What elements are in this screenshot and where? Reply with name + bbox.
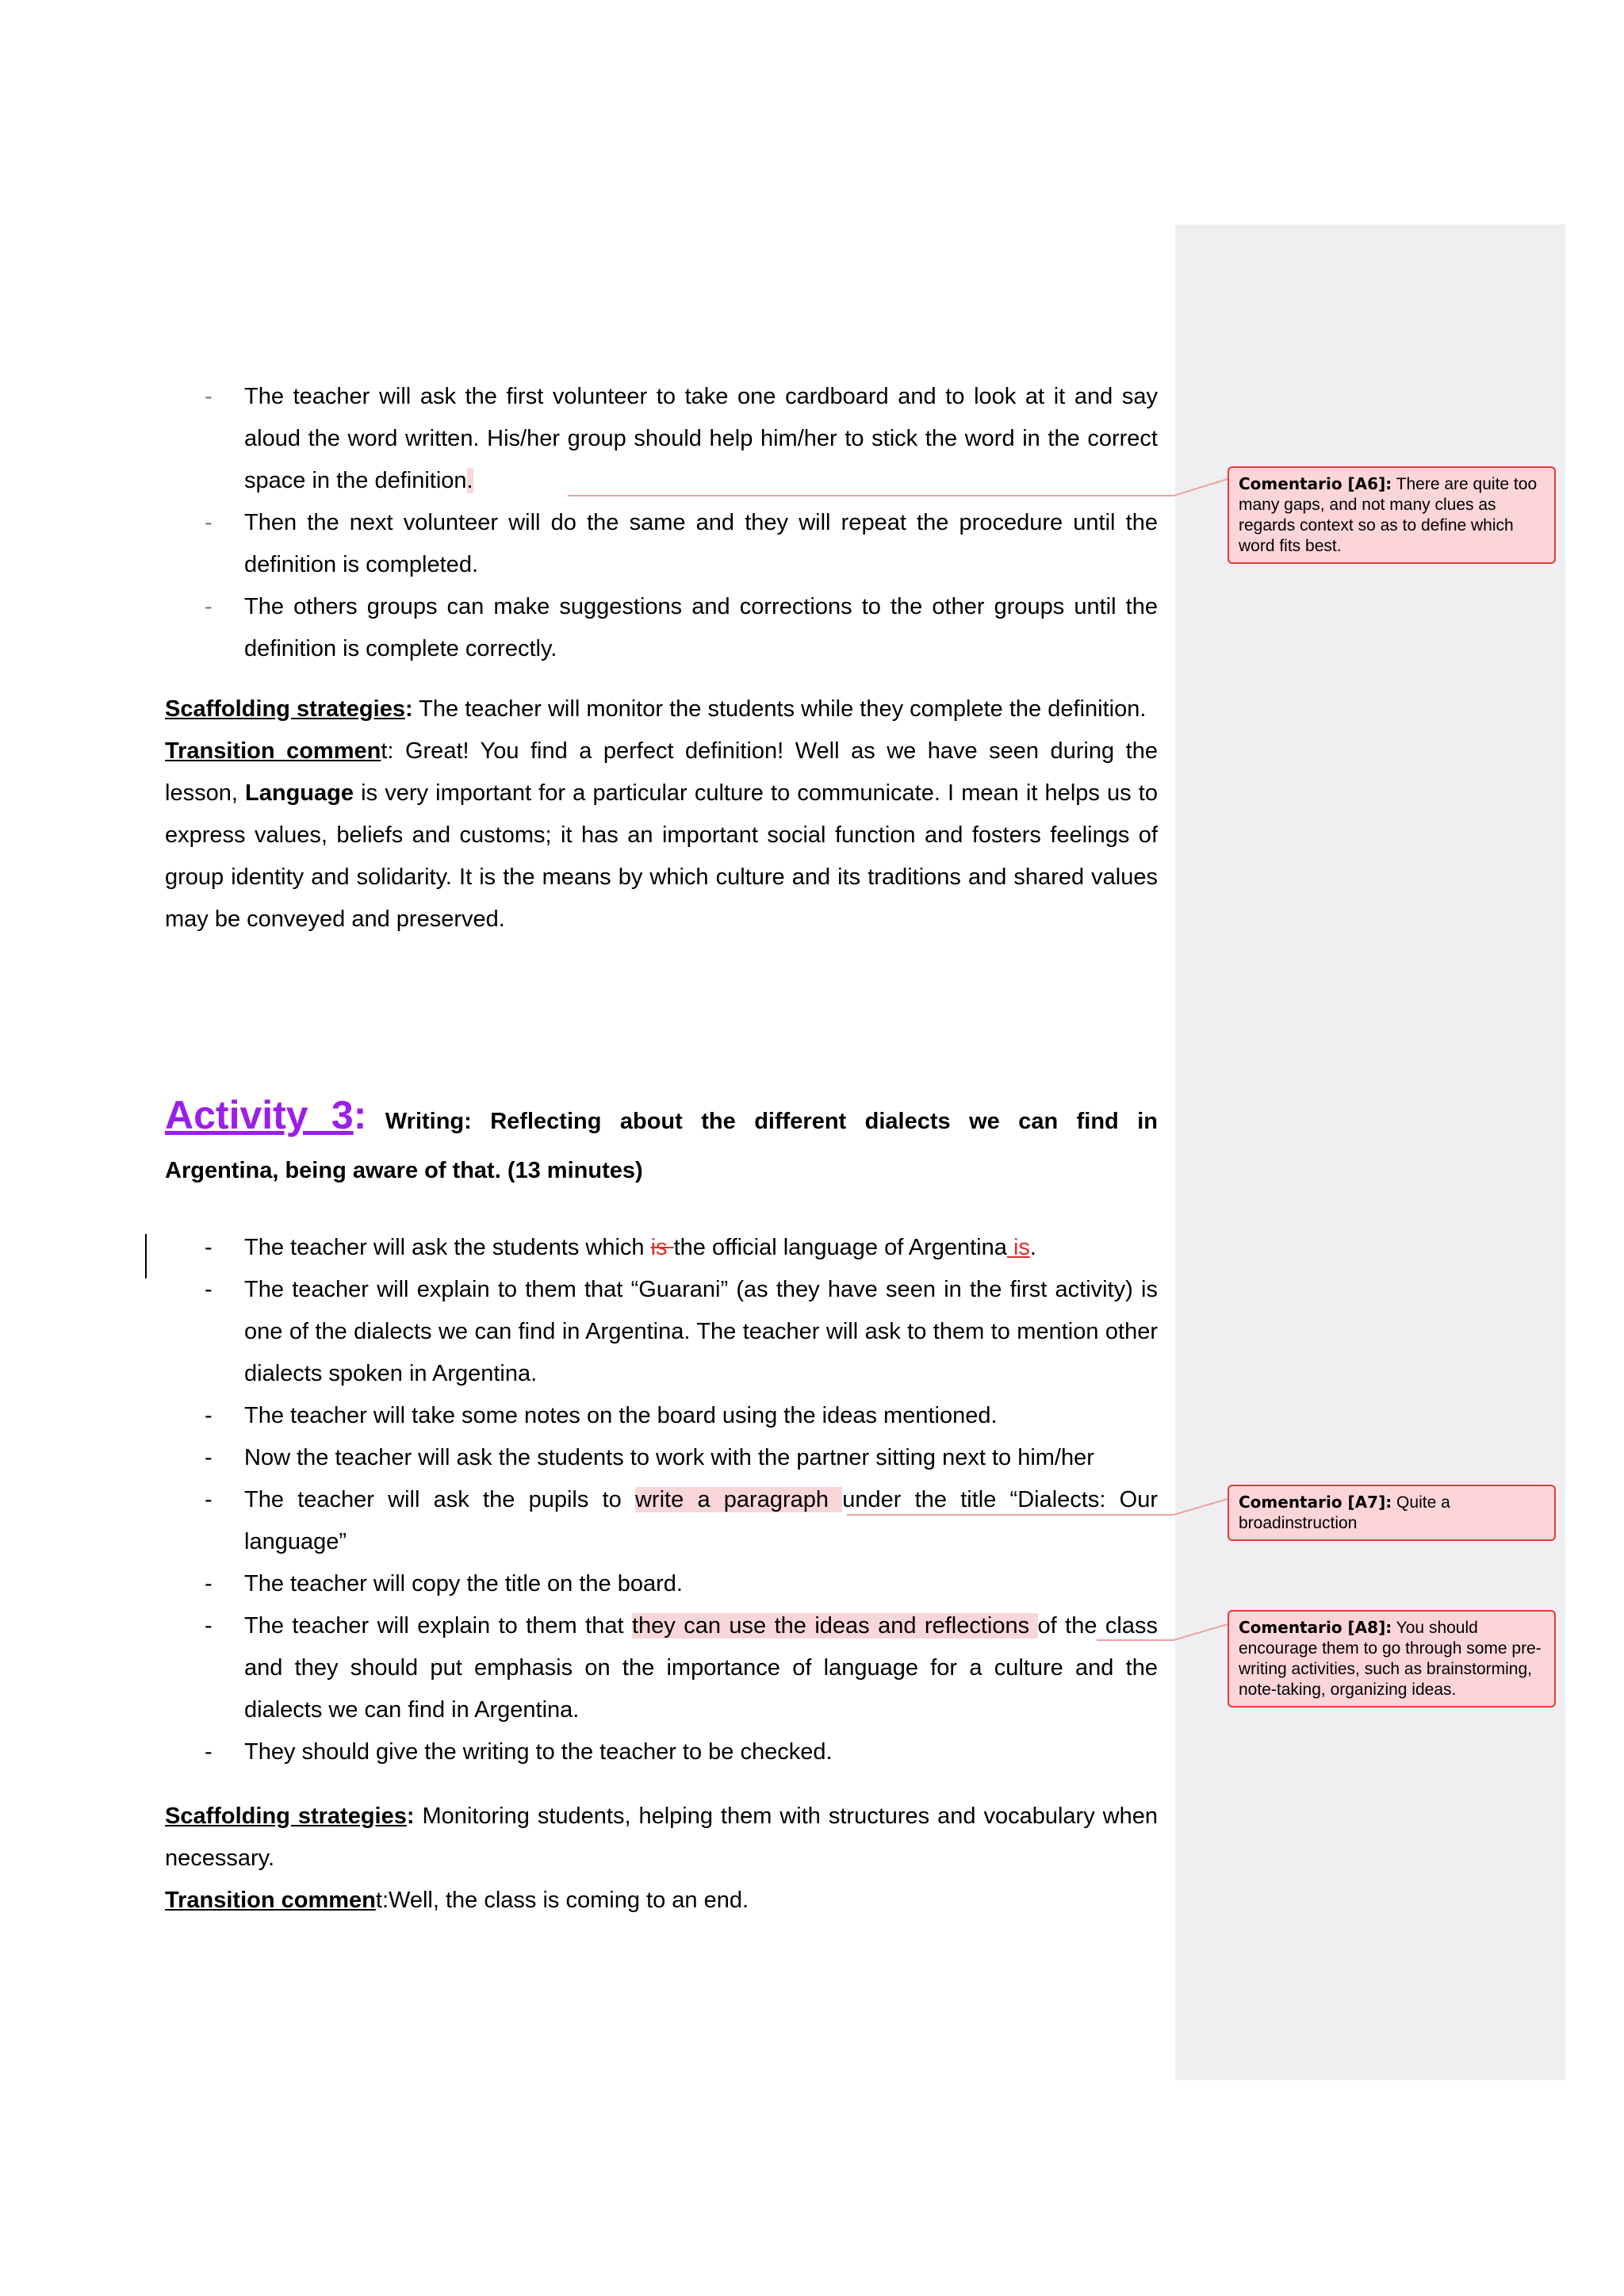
comment-label: Comentario [A7]: [1239,1493,1392,1512]
list-item: - The teacher will ask the pupils to write a paragraph under the title “Dialects: Our language” [205,1487,1158,1554]
activity-3-heading: Activity 3: Writing: Reflecting about the different dialects we can find in Argentina, being aware of that. (13 minutes) [165,1093,1158,1183]
comment-balloon-a6[interactable]: Comentario [A6]: There are quite too many gaps, and not many clues as regards context so as to define which word fits best. [1228,466,1556,564]
scaffolding-label: Scaffolding strategies [165,1803,407,1829]
activity-title: Activity 3 [165,1093,354,1137]
transition-paragraph: Transition comment: Great! You find a perfect definition! Well as we have seen during the lesson, Language is very important for a particular culture to communicate. I mean it helps us to express values, beliefs and customs; it has an important social function and fosters feelings of group identity and solidarity. It is the means by which culture and its traditions and shared values may be conveyed and preserved. [165,738,1158,932]
bullet-list-activity-3 [165,1227,1158,1773]
list-item: - Then the next volunteer will do the same and they will repeat the procedure until the definition is completed. [205,510,1158,577]
scaffolding-label: Scaffolding strategies [165,696,405,722]
comment-anchor-a7[interactable]: write a paragraph [634,1487,843,1512]
comment-anchor-a6[interactable]: . [466,468,473,493]
list-item: - The teacher will ask the students which is the official language of Argentina is. [205,1235,1036,1260]
revision-change-bar [145,1234,147,1278]
transition-label: Transition commen [165,1888,376,1913]
activity-subtitle: Writing: Reflecting about the different dialects we can find in [366,1109,1158,1134]
list-item: - The others groups can make suggestions and corrections to the other groups until the definition is complete correctly. [205,594,1158,661]
scaffolding-section-2 [165,1796,1158,1922]
comment-label: Comentario [A8]: [1239,1618,1392,1637]
comment-anchor-a8[interactable]: they can use the ideas and reflections [631,1613,1038,1639]
list-item: - Now the teacher will ask the students to work with the partner sitting next to him/her [205,1445,1094,1470]
bullet-list-definition [165,376,1158,670]
comment-balloon-a8[interactable]: Comentario [A8]: You should encourage them to go through some pre-writing activities, such as brainstorming, note-taking, organizing ideas. [1228,1610,1556,1708]
scaffolding-paragraph: Scaffolding strategies: The teacher will monitor the students while they complete the definition. [165,696,1147,722]
scaffolding-paragraph: Scaffolding strategies: Monitoring students, helping them with structures and vocabulary when necessary. [165,1803,1158,1871]
deleted-text: is [650,1235,674,1260]
list-item: - The teacher will copy the title on the board. [205,1571,683,1596]
transition-label: Transition commen [165,738,381,764]
list-item: - The teacher will explain to them that they can use the ideas and reflections of the class and they should put emphasis on the importance of language for a culture and the dialects we can find in Argentina. [205,1613,1158,1723]
list-item: - The teacher will ask the first volunteer to take one cardboard and to look at it and say aloud the word written. His/her group should help him/her to stick the word in the correct space in the definition. [205,384,1158,493]
comment-balloon-a7[interactable]: Comentario [A7]: Quite a broadinstruction [1228,1485,1556,1541]
list-item: - The teacher will take some notes on the board using the ideas mentioned. [205,1403,998,1428]
list-item: - They should give the writing to the teacher to be checked. [205,1739,833,1765]
scaffolding-section-1 [165,688,1158,941]
list-item: - The teacher will explain to them that “Guarani” (as they have seen in the first activity) is one of the dialects we can find in Argentina. The teacher will ask to them to mention other dialects spoken in Argentina. [205,1277,1158,1386]
transition-paragraph: Transition comment:Well, the class is coming to an end. [165,1888,749,1913]
comment-label: Comentario [A6]: [1239,474,1392,493]
inserted-text: is [1006,1235,1030,1260]
